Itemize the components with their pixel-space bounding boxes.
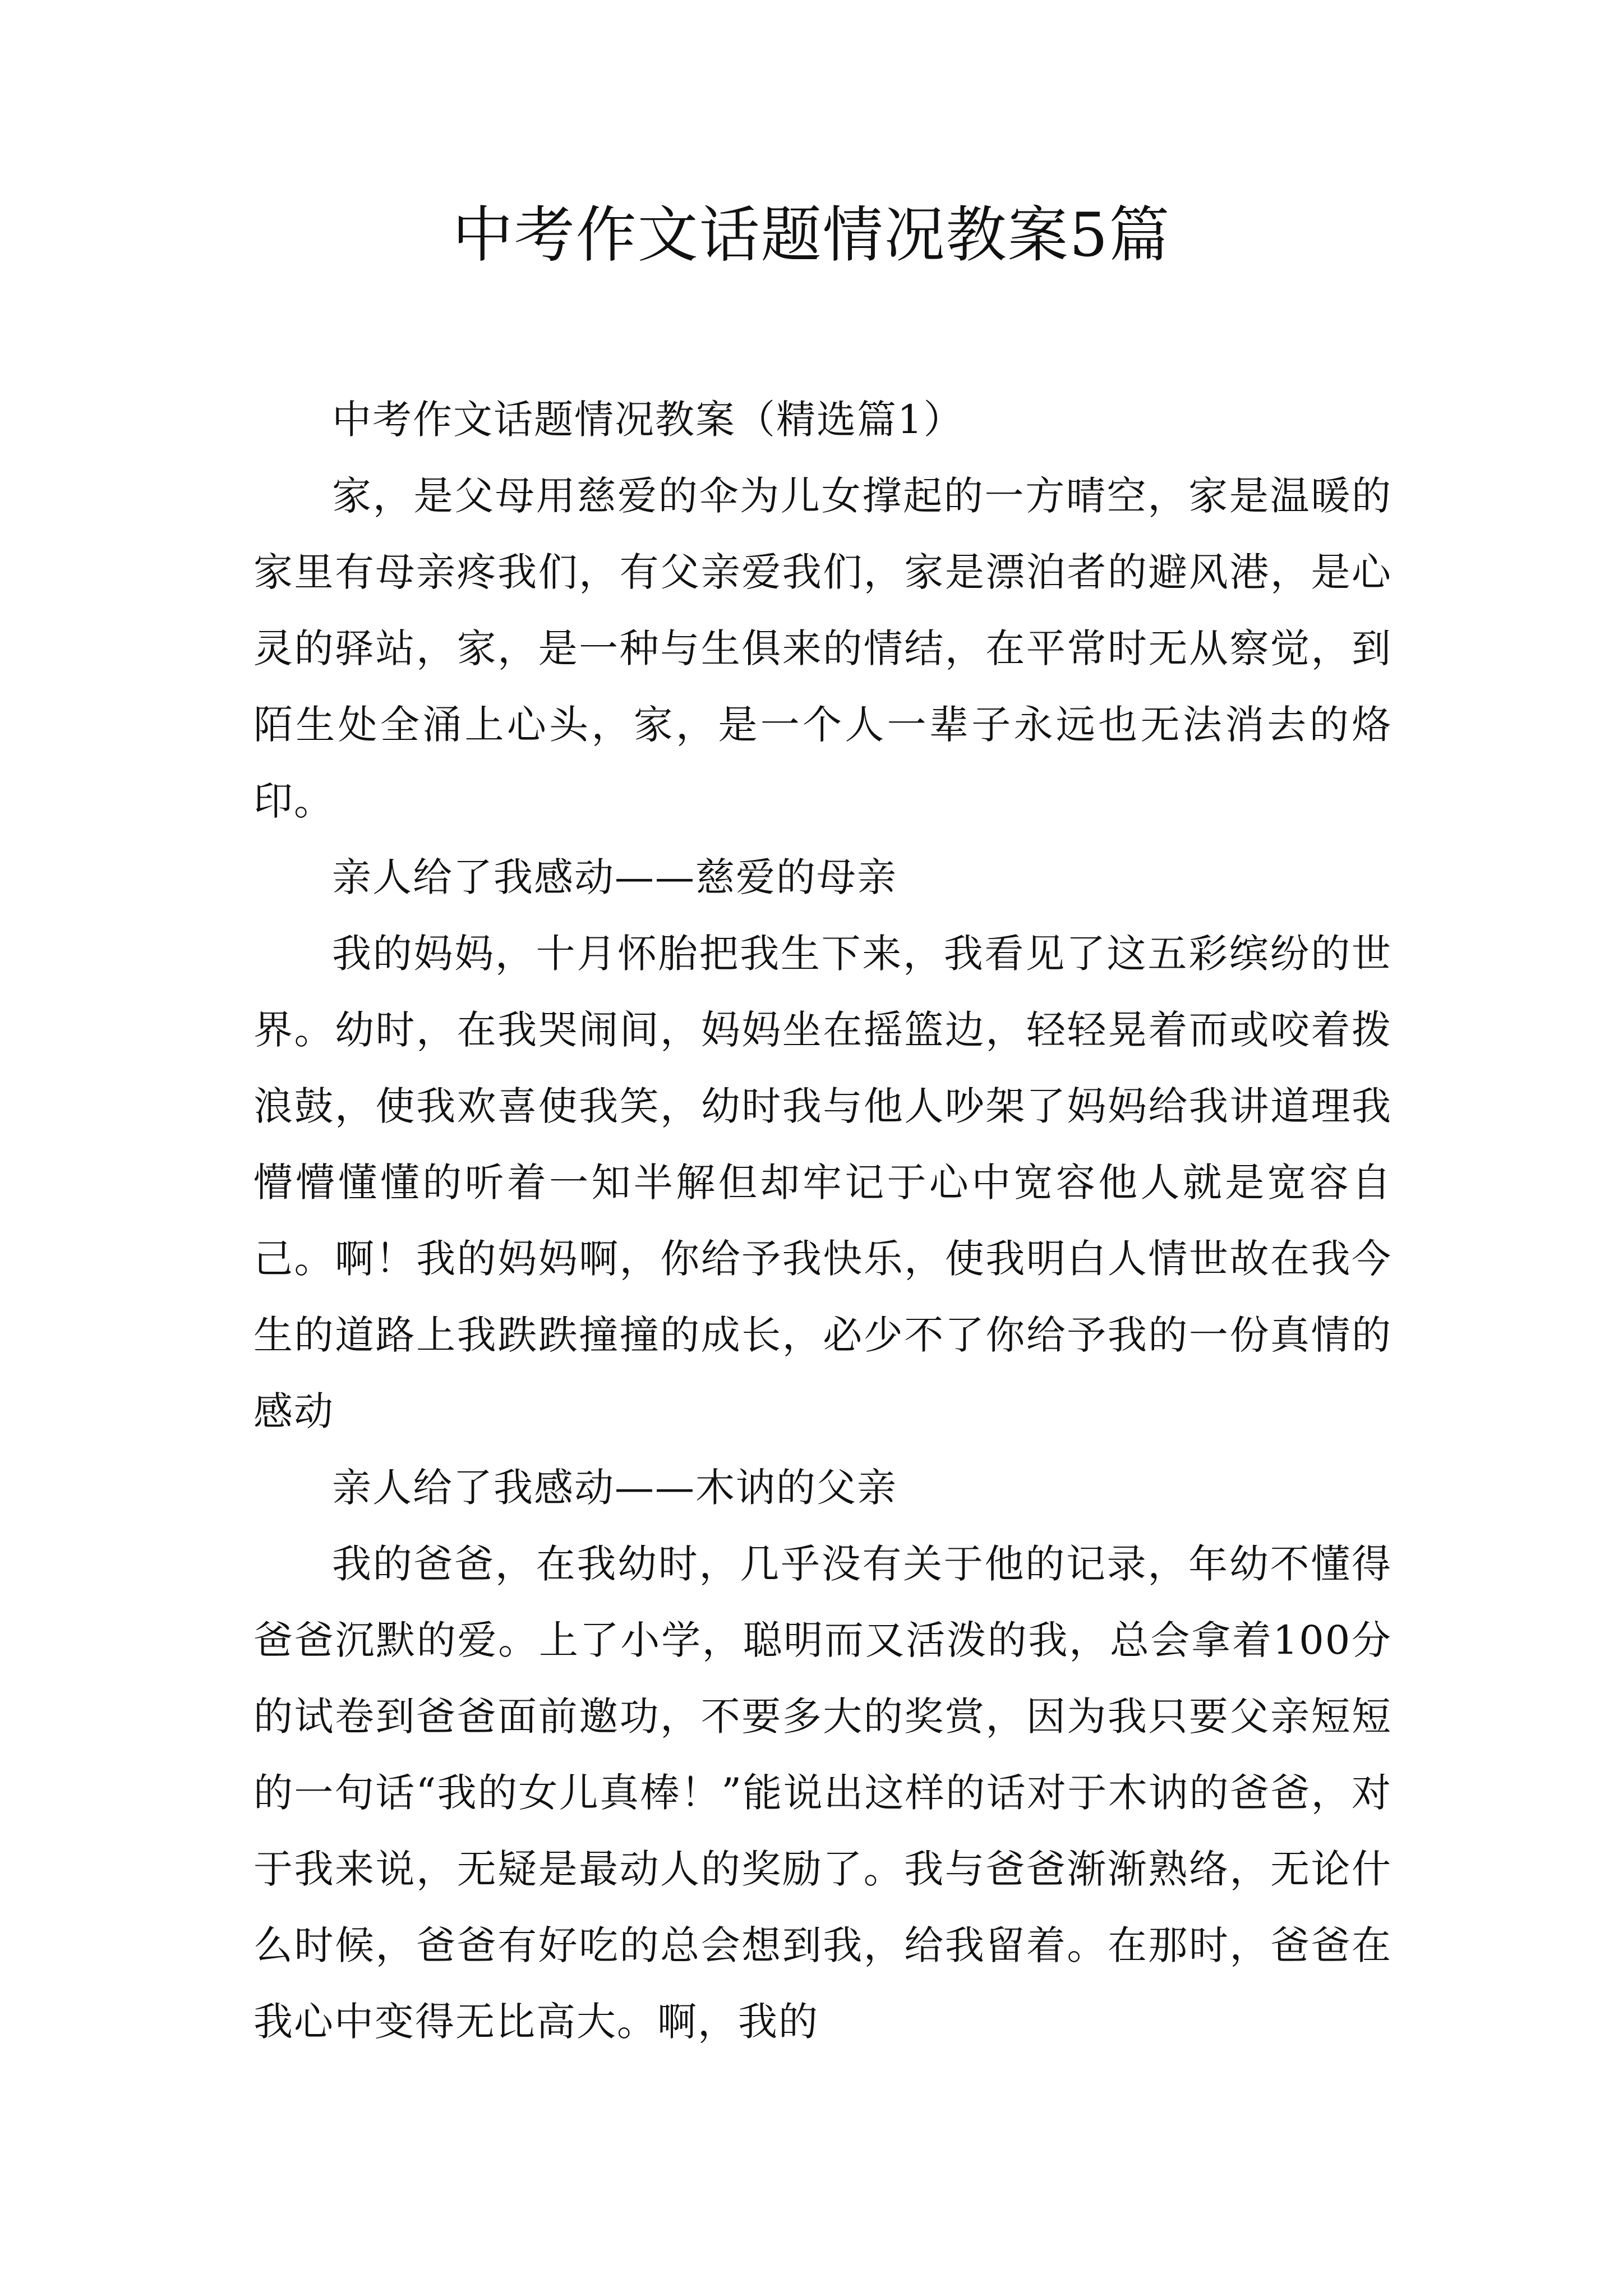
document-title: 中考作文话题情况教案5篇 [452,200,1171,270]
paragraph-mother: 我的妈妈，十月怀胎把我生下来，我看见了这五彩缤纷的世界。幼时，在我哭闹间，妈妈坐在摇篮边，轻轻晃着而或咬着拨浪鼓，使我欢喜使我笑，幼时我与他人吵架了妈妈给我讲道理我懵懵懂懂的听着一知半解但却牢记于心中宽容他人就是宽容自己。啊！我的妈妈啊，你给予我快乐，使我明白人情世故在我今生的道路上我跌跌撞撞的成长，必少不了你给予我的一份真情的感动 [253,931,1392,1434]
section-heading-1: 中考作文话题情况教案（精选篇1） [332,397,964,443]
paragraph-home: 家，是父母用慈爱的伞为儿女撑起的一方晴空，家是温暖的家里有母亲疼我们，有父亲爱我们，家是漂泊者的避风港，是心灵的驿站，家，是一种与生俱来的情结，在平常时无从察觉，到陌生处全涌上心头，家，是一个人一辈子永远也无法消去的烙印。 [253,473,1392,824]
document-body [253,381,1392,2060]
subheading-mother: 亲人给了我感动——慈爱的母亲 [332,854,897,900]
paragraph-father: 我的爸爸，在我幼时，几乎没有关于他的记录，年幼不懂得爸爸沉默的爱。上了小学，聪明而又活泼的我，总会拿着100分的试卷到爸爸面前邀功，不要多大的奖赏，因为我只要父亲短短的一句话“我的女儿真棒！”能说出这样的话对于木讷的爸爸，对于我来说，无疑是最动人的奖励了。我与爸爸渐渐熟络，无论什么时候，爸爸有好吃的总会想到我，给我留着。在那时，爸爸在我心中变得无比高大。啊，我的 [253,1541,1392,2045]
subheading-father: 亲人给了我感动——木讷的父亲 [332,1465,897,1511]
